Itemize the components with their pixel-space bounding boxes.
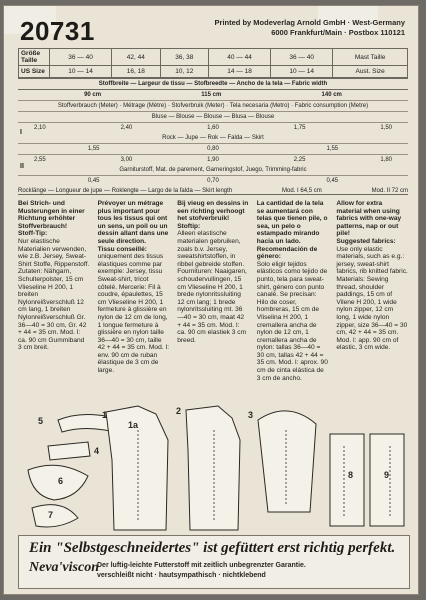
piece-number: 9: [384, 470, 390, 480]
column-lead: Bij vieug en dessins in een richting verhoogt het stofverbruik!: [177, 200, 249, 223]
trim-label: Garniturstoff, Mat. de parement, Garneringstof, Juego, Trimming-fabric: [18, 165, 408, 176]
lining-ad-banner: [18, 535, 410, 589]
blouse-label: Bluse — Blouse — Blouse — Blusa — Blouse: [18, 112, 408, 123]
fabric-table: [18, 78, 408, 186]
fabric-width: 140 cm: [321, 92, 342, 98]
banner-tagline: Der luftig-leichte Futterstoff mit zeitlich unbegrenzter Garantie.: [97, 562, 306, 569]
consumption-value: 1,60: [207, 125, 219, 131]
pattern-pieces-svg: [18, 400, 408, 534]
model-2-label: II: [20, 163, 24, 170]
column-heading: Recomendación de género:: [256, 245, 318, 261]
consumption-value: 2,10: [34, 125, 46, 131]
column-heading: Stoff-Tip:: [18, 230, 48, 238]
consumption-value: 3,00: [120, 157, 133, 163]
consumption-row: [18, 144, 408, 154]
size-table: [18, 48, 408, 78]
publisher-address: 6000 Frankfurt/Main · Postbox 110121: [271, 28, 405, 37]
column-heading: Tissu conseillé:: [97, 245, 147, 253]
pattern-piece: [370, 434, 404, 526]
fabric-width: 90 cm: [84, 92, 102, 98]
piece-number: 4: [94, 446, 100, 456]
pattern-piece: [330, 434, 364, 526]
consumption-row: [18, 123, 408, 133]
size-cell: 14 — 18: [209, 66, 271, 78]
size-cell: 10 — 14: [50, 66, 112, 78]
column-lead: Allow for extra material when using fabrics with one-way patterns, nap or out pile!: [336, 200, 402, 238]
piece-number: 2: [176, 406, 182, 416]
piece-number: 6: [58, 476, 64, 486]
size-row-label: Größe Taille: [19, 49, 50, 66]
consumption-title: Stoffverbrauch (Meter) · Métrage (Mètre) · Stofverbruik (Meter) · Tela necesaria (Metro) · Fabric consumption (Metre): [18, 100, 408, 112]
consumption-value: 1,50: [380, 125, 392, 131]
printed-by: Printed by Modeverlag Arnold GmbH · West-Germany: [214, 18, 405, 27]
column-lead: La cantidad de la tela se aumentará con telas que tienen pile, o sea, un pelo o estampado mirando hacia un lado.: [256, 200, 328, 245]
column-text: uniquement des tissus élastiques comme par exemple: Jersey, tissu Sweat-shirt, tricot côtelé. Mercerie: Fil à coudre, épaulettes, 15 cm Vlieseline H 200, 1 fermeture à glissière en nylon de 12 cm de long, 1 longue fermeture à glissière en nylon taille 36—40 = 30 cm, taille 42 + 44 = 35 cm. Mod. I: env. 90 cm de ruban élastique de 3 cm de large.: [97, 253, 170, 375]
model-2-rows: [18, 154, 408, 186]
pattern-piece: [258, 411, 316, 512]
banner-brand: Neva'viscon: [29, 560, 99, 575]
skirt-length-row: [18, 188, 408, 195]
pattern-piece: [32, 505, 78, 527]
skirt-label: Rock — Jupe — Rok — Falda — Skirt: [18, 133, 408, 144]
consumption-value: 0,80: [207, 146, 219, 152]
size-cell: 40 — 44: [209, 49, 271, 66]
banner-features: verschleißt nicht · hautsympathisch · nichtklebend: [97, 572, 266, 579]
consumption-value: 0,45: [326, 178, 339, 184]
piece-number: 8: [348, 470, 354, 480]
size-row: [19, 49, 408, 66]
column-lead: Prévoyer un métrage plus important pour tous les tissus qui ont un sens, un poil ou un dessin allant dans une seule direction.: [97, 200, 169, 245]
piece-number: 1: [102, 410, 108, 420]
consumption-value: 0,45: [87, 178, 100, 184]
consumption-row: [18, 176, 408, 186]
size-cell: 10, 12: [160, 66, 208, 78]
fabric-width: 115 cm: [201, 92, 222, 98]
consumption-value: 0,70: [207, 178, 219, 184]
pattern-pieces-diagram: [18, 400, 408, 534]
size-cell: Aust. Size: [333, 66, 408, 78]
piece-number: 5: [38, 416, 44, 426]
column-german: [18, 200, 90, 400]
column-text: Solo eligir tejidos elásticos como tejido de punto, tela para sweat-shirt, género con punto canalé. Se precisan: Hilo de coser, hombreras, 15 cm de Vliselina H 200, 1 cremallera ancha de nylon de 12 cm, 1 cremallera ancha de nylon: tallas 36—40 = 30 cm, tallas 42 + 44 = 35 cm. Mod. I: aprox. 90 cm de cinta elástica de 3 cm de ancho.: [256, 260, 328, 382]
consumption-value: 1,55: [87, 146, 100, 152]
column-dutch: [177, 200, 249, 400]
skirt-length-mod1: Mod. I 64,5 cm: [282, 188, 322, 194]
piece-number: 1a: [128, 420, 139, 430]
column-text: Nur elastische Materialien verwenden, wie z.B. Jersey, Sweat-Shirt Stoffe, Rippenstoff. Zutaten: Nähgarn, Schulterpolster, 15 cm Vlieseline H 200, 1 breiten Nylonreißverschluß 12 cm lang, 1 breiten Nylonreißverschluß Gr. 36—40 = 30 cm, Gr. 42 + 44 = 35 cm. Mod. I: ca. 90 cm Gummiband 3 cm breit.: [18, 237, 90, 352]
skirt-length-label: Rocklänge — Longueur de jupe — Roklengte — Largo de la falda — Skirt length: [18, 188, 233, 194]
column-heading: Suggested fabrics:: [336, 237, 396, 245]
size-cell: 42, 44: [112, 49, 160, 66]
language-columns: [18, 200, 408, 400]
piece-number: 7: [48, 510, 54, 520]
consumption-value: 1,55: [326, 146, 339, 152]
column-heading: Stoftip:: [177, 222, 201, 230]
model-1-label: I: [20, 129, 22, 136]
consumption-value: 2,25: [293, 157, 306, 163]
column-lead: Bei Strich- und Musterungen in einer Richtung erhöhter Stoffverbrauch!: [18, 200, 85, 230]
column-text: Alleen elastische materialen gebruiken, zoals b.v. Jersey, sweatshirtstoffen, in ribbel gebreide stoffen. Fournituren: Naaigaren, schoudervullingen, 15 cm Vlieseline H 200, 1 brede nylonritssluiting 12 cm lang; 1 brede nylonritssluiting mt. 36—40 = 30 cm, maat 42 + 44 = 35 cm. Mod. I: ca. 90 cm elastiek 3 cm breed.: [177, 230, 247, 344]
size-cell: Mast Taille: [333, 49, 408, 66]
column-french: [98, 200, 170, 400]
column-text: Use only elastic materials, such as e.g.: jersey, sweat-shirt fabrics, rib knitted fabric. Materials: Sewing thread, shoulder paddings, 15 cm of Vilene H 200, 1 wide nylon zipper, 12 cm long, 1 wide nylon zipper, size 36—40 = 30 cm, 42 + 44 = 35 cm. Mod. I: app. 90 cm of elastic, 3 cm wide.: [336, 245, 408, 352]
fabric-widths: [18, 90, 408, 100]
pattern-envelope-back: [4, 6, 418, 594]
size-cell: 10 — 14: [271, 66, 333, 78]
banner-headline: Ein "Selbstgeschneidertes" ist gefüttert erst richtig perfekt.: [29, 540, 396, 556]
pattern-number: 20731: [20, 16, 95, 46]
column-english: [336, 200, 408, 400]
skirt-length-mod2: Mod. II 72 cm: [371, 188, 408, 194]
size-cell: 36 — 40: [271, 49, 333, 66]
consumption-value: 1,75: [293, 125, 306, 131]
size-cell: 16, 18: [112, 66, 160, 78]
consumption-value: 2,40: [120, 125, 133, 131]
column-spanish: [257, 200, 329, 400]
size-row: [19, 66, 408, 78]
consumption-value: 1,80: [380, 157, 392, 163]
consumption-value: 1,90: [207, 157, 219, 163]
piece-number: 3: [248, 410, 254, 420]
model-1-rows: [18, 123, 408, 154]
consumption-row: [18, 155, 408, 165]
pattern-piece: [48, 442, 90, 460]
size-cell: 36, 38: [160, 49, 208, 66]
size-cell: 36 — 40: [50, 49, 112, 66]
fabric-width-title: Stoffbreite — Largeur de tissu — Stofbreedte — Ancho de la tela — Fabric width: [18, 78, 408, 90]
pattern-piece: [186, 406, 240, 530]
consumption-value: 2,55: [34, 157, 46, 163]
publisher-info: [215, 18, 405, 38]
size-row-label: US Size: [19, 66, 50, 78]
